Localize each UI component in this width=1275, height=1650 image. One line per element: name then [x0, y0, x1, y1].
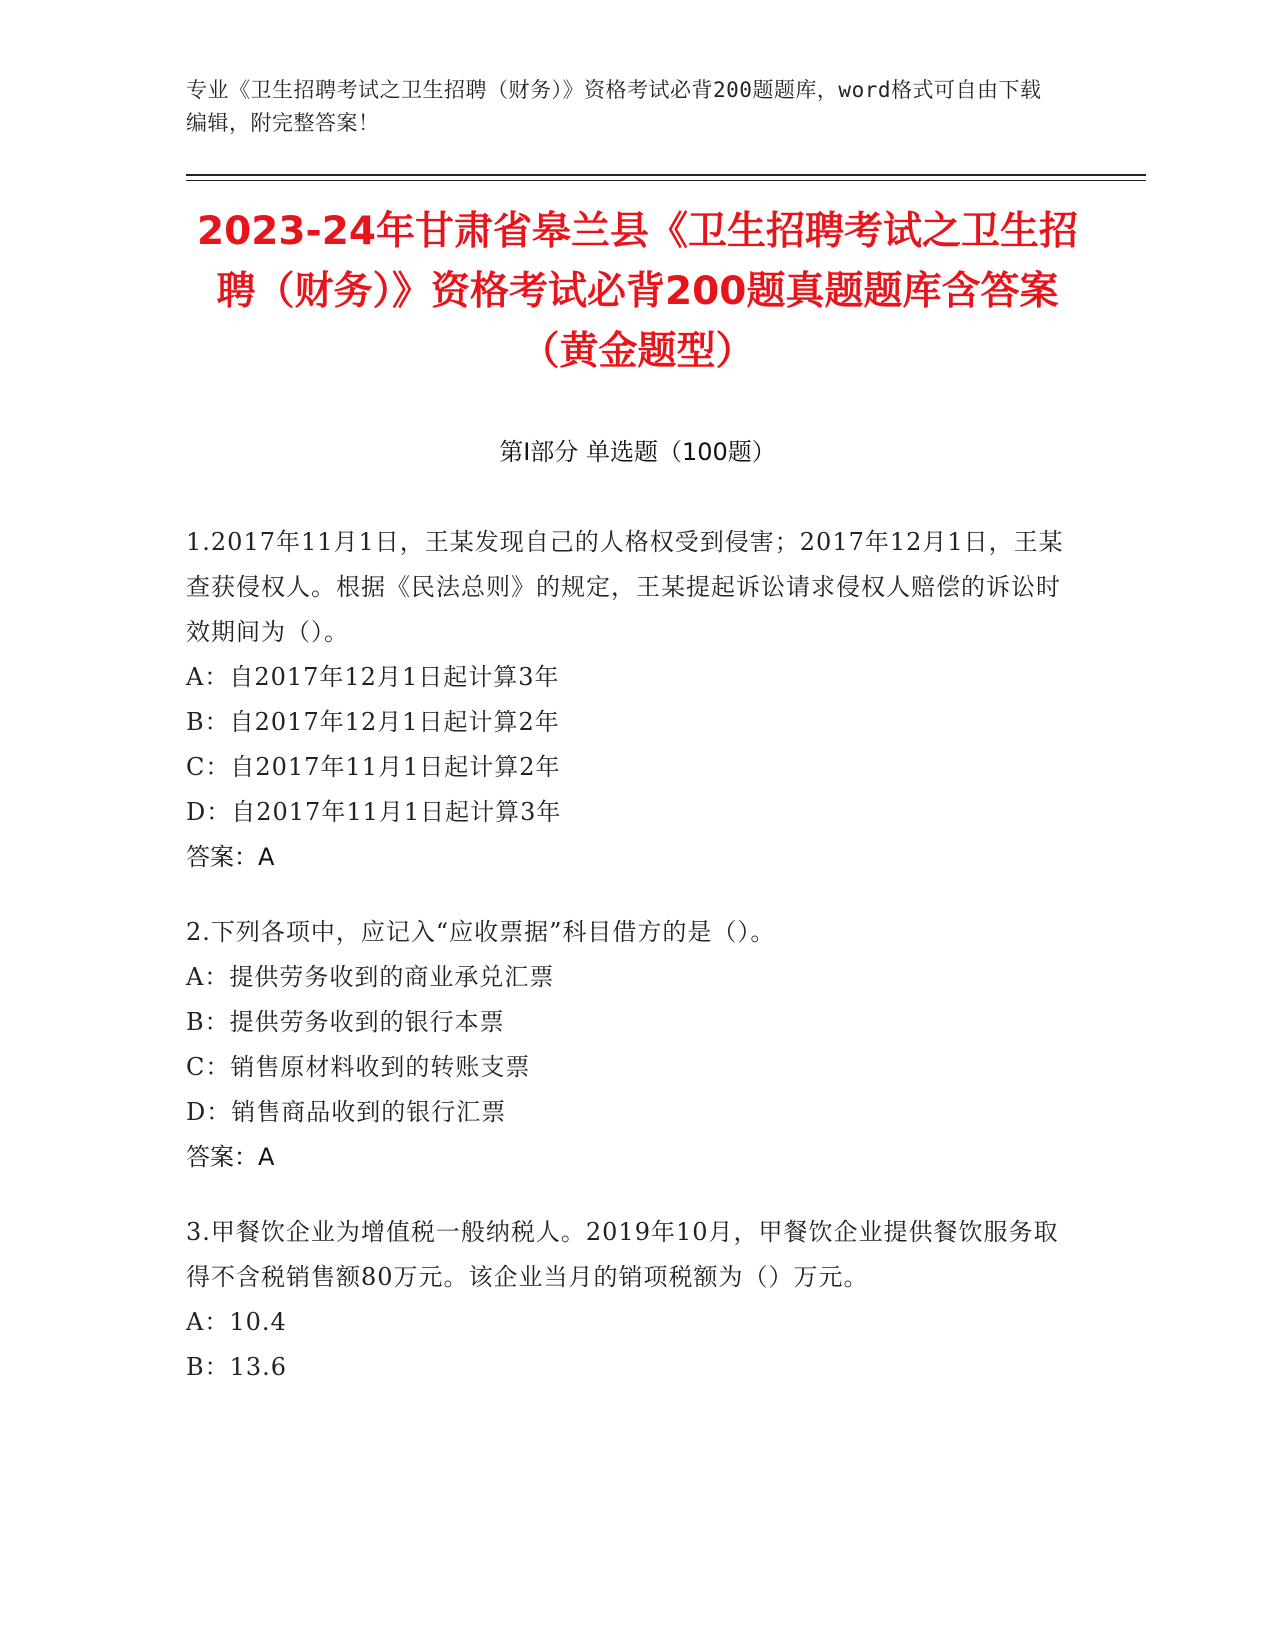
option-b: B：自2017年12月1日起计算2年: [186, 708, 560, 736]
question-3: [186, 1210, 1066, 1390]
question-stem: 3.甲餐饮企业为增值税一般纳税人。2019年10月，甲餐饮企业提供餐饮服务取得不含税销售额80万元。该企业当月的销项税额为（）万元。: [186, 1218, 1059, 1291]
header-divider-thick: [186, 174, 1146, 176]
document-title: 2023-24年甘肃省皋兰县《卫生招聘考试之卫生招聘（财务）》资格考试必背200题真题题库含答案（黄金题型）: [196, 209, 1078, 374]
option-d: D：自2017年11月1日起计算3年: [186, 798, 562, 826]
answer-label: 答案：A: [186, 1143, 275, 1171]
option-b: B：提供劳务收到的银行本票: [186, 1008, 505, 1036]
option-d: D：销售商品收到的银行汇票: [186, 1098, 507, 1126]
answer-label: 答案：A: [186, 843, 275, 871]
header-note: 专业《卫生招聘考试之卫生招聘（财务）》资格考试必背200题题库，word格式可自由下载编辑，附完整答案！: [186, 78, 1042, 135]
option-c: C：销售原材料收到的转账支票: [186, 1053, 531, 1081]
question-stem: 2.下列各项中，应记入“应收票据”科目借方的是（）。: [186, 918, 776, 946]
question-stem: 1.2017年11月1日，王某发现自己的人格权受到侵害；2017年12月1日，王某查获侵权人。根据《民法总则》的规定，王某提起诉讼请求侵权人赔偿的诉讼时效期间为（）。: [186, 528, 1064, 646]
option-b: B：13.6: [186, 1353, 288, 1381]
question-2: [186, 910, 1066, 1180]
question-list: [186, 520, 1066, 1420]
option-a: A：提供劳务收到的商业承兑汇票: [186, 963, 555, 991]
option-c: C：自2017年11月1日起计算2年: [186, 753, 561, 781]
section-title: 第Ⅰ部分 单选题（100题）: [499, 438, 776, 466]
option-a: A：10.4: [186, 1308, 287, 1336]
question-1: [186, 520, 1066, 880]
option-a: A：自2017年12月1日起计算3年: [186, 663, 560, 691]
header-divider-thin: [186, 180, 1146, 181]
